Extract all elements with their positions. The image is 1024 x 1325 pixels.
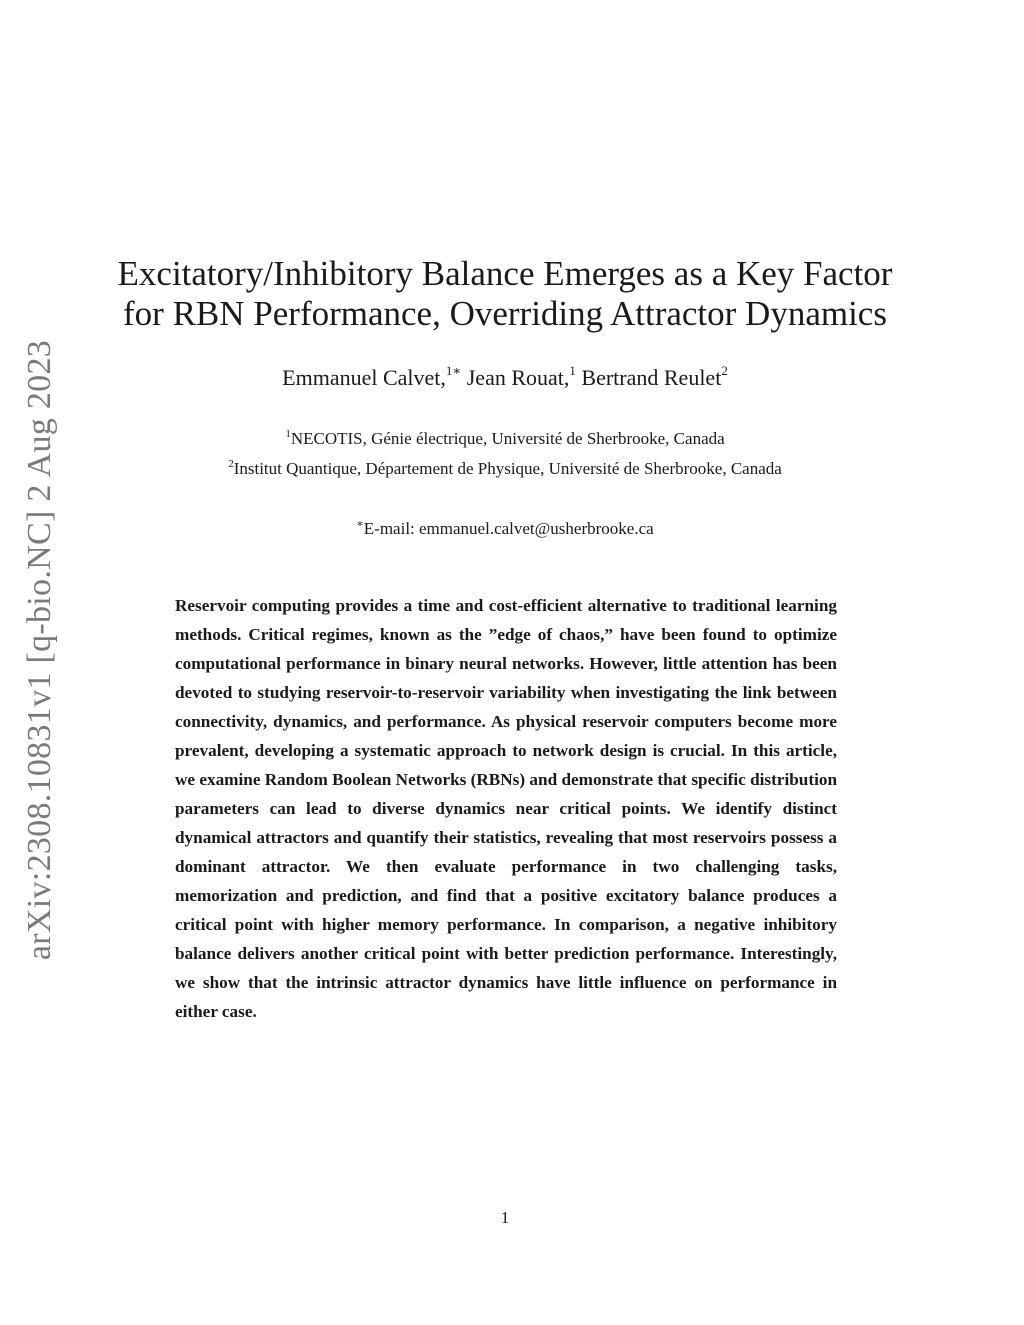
title-line-1: Excitatory/Inhibitory Balance Emerges as a Key Factor	[117, 254, 893, 293]
abstract: Reservoir computing provides a time and cost-efficient alternative to traditional learning methods. Critical regimes, known as the ”edge of chaos,” have been found to optimize computational performance in binary neural networks. However, little attention has been devoted to studying reservoir-to-reservoir variability when investigating the link between connectivity, dynamics, and performance. As physical reservoir computers become more prevalent, developing a systematic approach to network design is crucial. In this article, we examine Random Boolean Networks (RBNs) and demonstrate that specific distribution parameters can lead to diverse dynamics near critical points. We identify distinct dynamical attractors and quantify their statistics, revealing that most reservoirs possess a dominant attractor. We then evaluate performance in two challenging tasks, memorization and prediction, and find that a positive excitatory balance produces a critical point with higher memory performance. In comparison, a negative inhibitory balance delivers another critical point with better prediction performance. Interestingly, we show that the intrinsic attractor dynamics have little influence on performance in either case.	[175, 596, 837, 1021]
author-affiliation-mark: 2	[721, 363, 728, 378]
affiliation-mark: 2	[228, 458, 234, 470]
corresponding-email	[0, 518, 1010, 540]
arxiv-identifier-text: arXiv:2308.10831v1 [q-bio.NC] 2 Aug 2023	[21, 339, 58, 961]
affiliation-2	[0, 458, 1010, 480]
affiliation-mark: 1	[285, 428, 291, 440]
author-name: Jean Rouat,	[466, 365, 570, 390]
author-name: Bertrand Reulet	[581, 365, 722, 390]
author-affiliation-mark: 1∗	[445, 363, 462, 378]
corresponding-mark: ∗	[356, 518, 364, 530]
paper-title	[0, 254, 1010, 334]
affiliation-text: Institut Quantique, Département de Physique, Université de Sherbrooke, Canada	[233, 459, 782, 478]
author-list	[0, 364, 1010, 392]
author-affiliation-mark: 1	[569, 363, 576, 378]
affiliation-text: NECOTIS, Génie électrique, Université de Sherbrooke, Canada	[290, 429, 725, 448]
author-name: Emmanuel Calvet,	[282, 365, 446, 390]
email-text: E-mail: emmanuel.calvet@usherbrooke.ca	[363, 519, 654, 538]
page-number: 1	[500, 1208, 510, 1227]
affiliation-1	[0, 428, 1010, 450]
title-line-2: for RBN Performance, Overriding Attractor Dynamics	[123, 294, 887, 333]
